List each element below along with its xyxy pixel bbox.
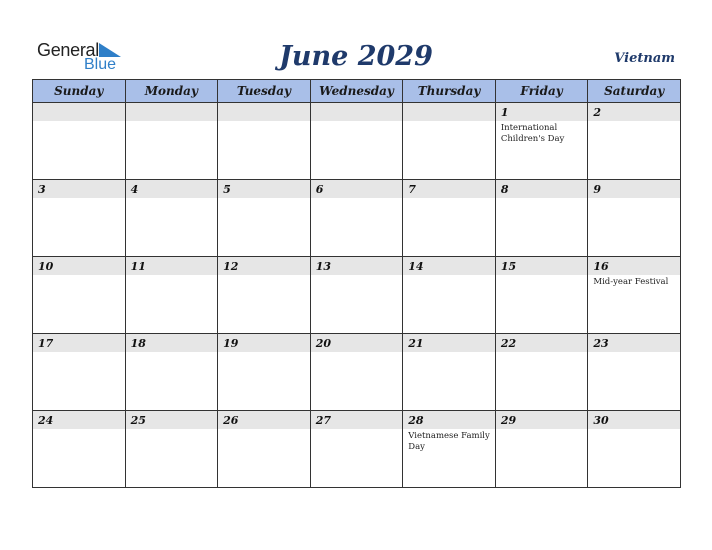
day-number: 4 — [130, 183, 139, 196]
day-number: 25 — [130, 414, 146, 427]
day-number: 17 — [38, 337, 54, 350]
calendar-grid — [32, 79, 681, 488]
date-bar — [126, 180, 218, 198]
date-bar — [496, 180, 588, 198]
day-number: 21 — [408, 337, 424, 350]
calendar-day-cell — [495, 103, 588, 180]
calendar-day-cell — [495, 411, 588, 488]
calendar-day-cell — [33, 334, 126, 411]
day-number: 16 — [593, 260, 609, 273]
calendar-day-cell — [588, 334, 681, 411]
day-number: 27 — [315, 414, 331, 427]
holiday-label: Vietnamese Family Day — [408, 431, 490, 452]
day-number: 19 — [223, 337, 239, 350]
day-number: 24 — [38, 414, 54, 427]
calendar-day-cell — [310, 257, 403, 334]
logo-text-general: General — [37, 40, 99, 60]
calendar-day-cell — [33, 411, 126, 488]
calendar-day-cell — [33, 180, 126, 257]
date-bar — [218, 180, 310, 198]
calendar-title: June 2029 — [279, 41, 433, 72]
date-bar — [311, 103, 403, 121]
date-bar — [311, 180, 403, 198]
calendar-day-cell — [495, 257, 588, 334]
calendar-day-cell — [218, 103, 311, 180]
day-number: 23 — [593, 337, 609, 350]
weekday-friday: Friday — [495, 80, 588, 103]
calendar-day-cell — [403, 257, 496, 334]
calendar-day-cell — [403, 103, 496, 180]
date-bar — [588, 103, 680, 121]
weekday-thursday: Thursday — [403, 80, 496, 103]
date-bar — [33, 180, 125, 198]
date-bar — [403, 180, 495, 198]
day-number: 13 — [315, 260, 331, 273]
calendar-day-cell — [218, 411, 311, 488]
day-number: 12 — [223, 260, 239, 273]
calendar-day-cell — [588, 411, 681, 488]
day-number: 5 — [223, 183, 231, 196]
day-number: 22 — [500, 337, 517, 350]
day-number: 3 — [38, 183, 46, 196]
day-number: 8 — [500, 183, 509, 196]
calendar-day-cell — [403, 411, 496, 488]
calendar-week-row — [33, 103, 681, 180]
calendar-day-cell — [310, 103, 403, 180]
calendar-day-cell — [403, 180, 496, 257]
weekday-monday: Monday — [125, 80, 218, 103]
calendar-day-cell — [310, 411, 403, 488]
holiday-label: Mid-year Festival — [593, 277, 669, 287]
calendar-day-cell — [33, 103, 126, 180]
day-number: 14 — [408, 260, 424, 273]
calendar-day-cell — [588, 180, 681, 257]
calendar-day-cell — [125, 103, 218, 180]
calendar-day-cell — [125, 334, 218, 411]
day-number: 9 — [593, 183, 602, 196]
date-bar — [33, 103, 125, 121]
date-bar — [496, 103, 588, 121]
calendar-week-row — [33, 334, 681, 411]
date-bar — [403, 103, 495, 121]
day-number: 28 — [408, 414, 424, 427]
day-number: 26 — [223, 414, 239, 427]
day-number: 10 — [38, 260, 54, 273]
day-number: 2 — [593, 106, 602, 119]
day-number: 18 — [130, 337, 146, 350]
calendar-day-cell — [310, 334, 403, 411]
calendar-day-cell — [588, 257, 681, 334]
calendar-day-cell — [310, 180, 403, 257]
weekday-sunday: Sunday — [33, 80, 126, 103]
date-bar — [588, 180, 680, 198]
weekday-saturday: Saturday — [588, 80, 681, 103]
calendar-week-row — [33, 257, 681, 334]
holiday-label: International Children's Day — [500, 123, 565, 144]
day-number: 29 — [500, 414, 517, 427]
day-number: 20 — [315, 337, 331, 350]
calendar-day-cell — [588, 103, 681, 180]
calendar-body — [33, 103, 681, 488]
day-number: 6 — [315, 183, 324, 196]
day-number: 15 — [500, 260, 517, 273]
day-number: 11 — [130, 260, 146, 273]
date-bar — [126, 103, 218, 121]
calendar-day-cell — [495, 180, 588, 257]
country-label: Vietnam — [614, 51, 675, 66]
calendar-day-cell — [218, 257, 311, 334]
calendar-day-cell — [403, 334, 496, 411]
day-number: 30 — [593, 414, 609, 427]
date-bar — [218, 103, 310, 121]
calendar-day-cell — [125, 411, 218, 488]
weekday-wednesday: Wednesday — [310, 80, 403, 103]
weekday-tuesday: Tuesday — [218, 80, 311, 103]
calendar-day-cell — [218, 334, 311, 411]
calendar-day-cell — [33, 257, 126, 334]
day-number: 1 — [500, 106, 509, 119]
calendar-week-row — [33, 180, 681, 257]
calendar-week-row — [33, 411, 681, 488]
day-number: 7 — [408, 183, 416, 196]
weekday-header-row — [33, 80, 681, 103]
calendar-day-cell — [125, 257, 218, 334]
calendar-day-cell — [218, 180, 311, 257]
calendar-day-cell — [495, 334, 588, 411]
logo-text-blue: Blue — [84, 56, 117, 73]
calendar-day-cell — [125, 180, 218, 257]
